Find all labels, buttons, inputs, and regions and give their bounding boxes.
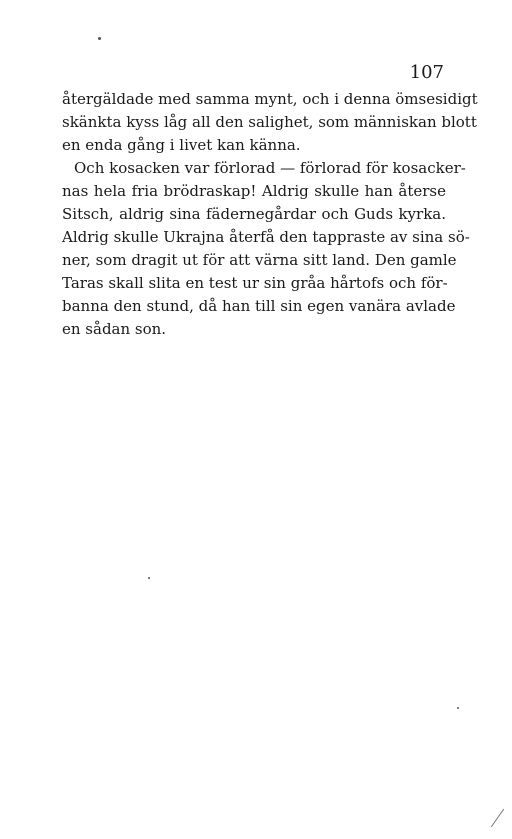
text-line: återgäldade med samma mynt, och i denna ömsesidigt	[62, 90, 478, 108]
paragraph	[62, 157, 470, 341]
body-text	[62, 88, 478, 341]
text-line: en sådan son.	[62, 320, 167, 338]
ink-speck	[457, 707, 459, 709]
text-line: Aldrig skulle Ukrajna återfå den tappraste av sina sö-	[62, 228, 470, 246]
pencil-mark	[491, 809, 504, 828]
text-line: en enda gång i livet kan känna.	[62, 136, 301, 154]
text-line: skänkta kyss låg all den salighet, som människan blott	[62, 113, 477, 131]
page-number: 107	[409, 62, 444, 83]
text-line: ner, som dragit ut för att värna sitt land. Den gamle	[62, 251, 457, 269]
text-line: banna den stund, då han till sin egen vanära avlade	[62, 297, 456, 315]
text-line: Taras skall slita en test ur sin gråa hårtofs och för-	[62, 274, 448, 292]
text-line: nas hela fria brödraskap! Aldrig skulle han återse	[62, 182, 446, 200]
ink-speck	[98, 37, 101, 40]
text-line: Och kosacken var förlorad — förlorad för kosacker-	[74, 159, 466, 177]
text-line: Sitsch, aldrig sina fädernegårdar och Guds kyrka.	[62, 205, 446, 223]
ink-speck	[148, 577, 150, 579]
paragraph	[62, 88, 478, 157]
